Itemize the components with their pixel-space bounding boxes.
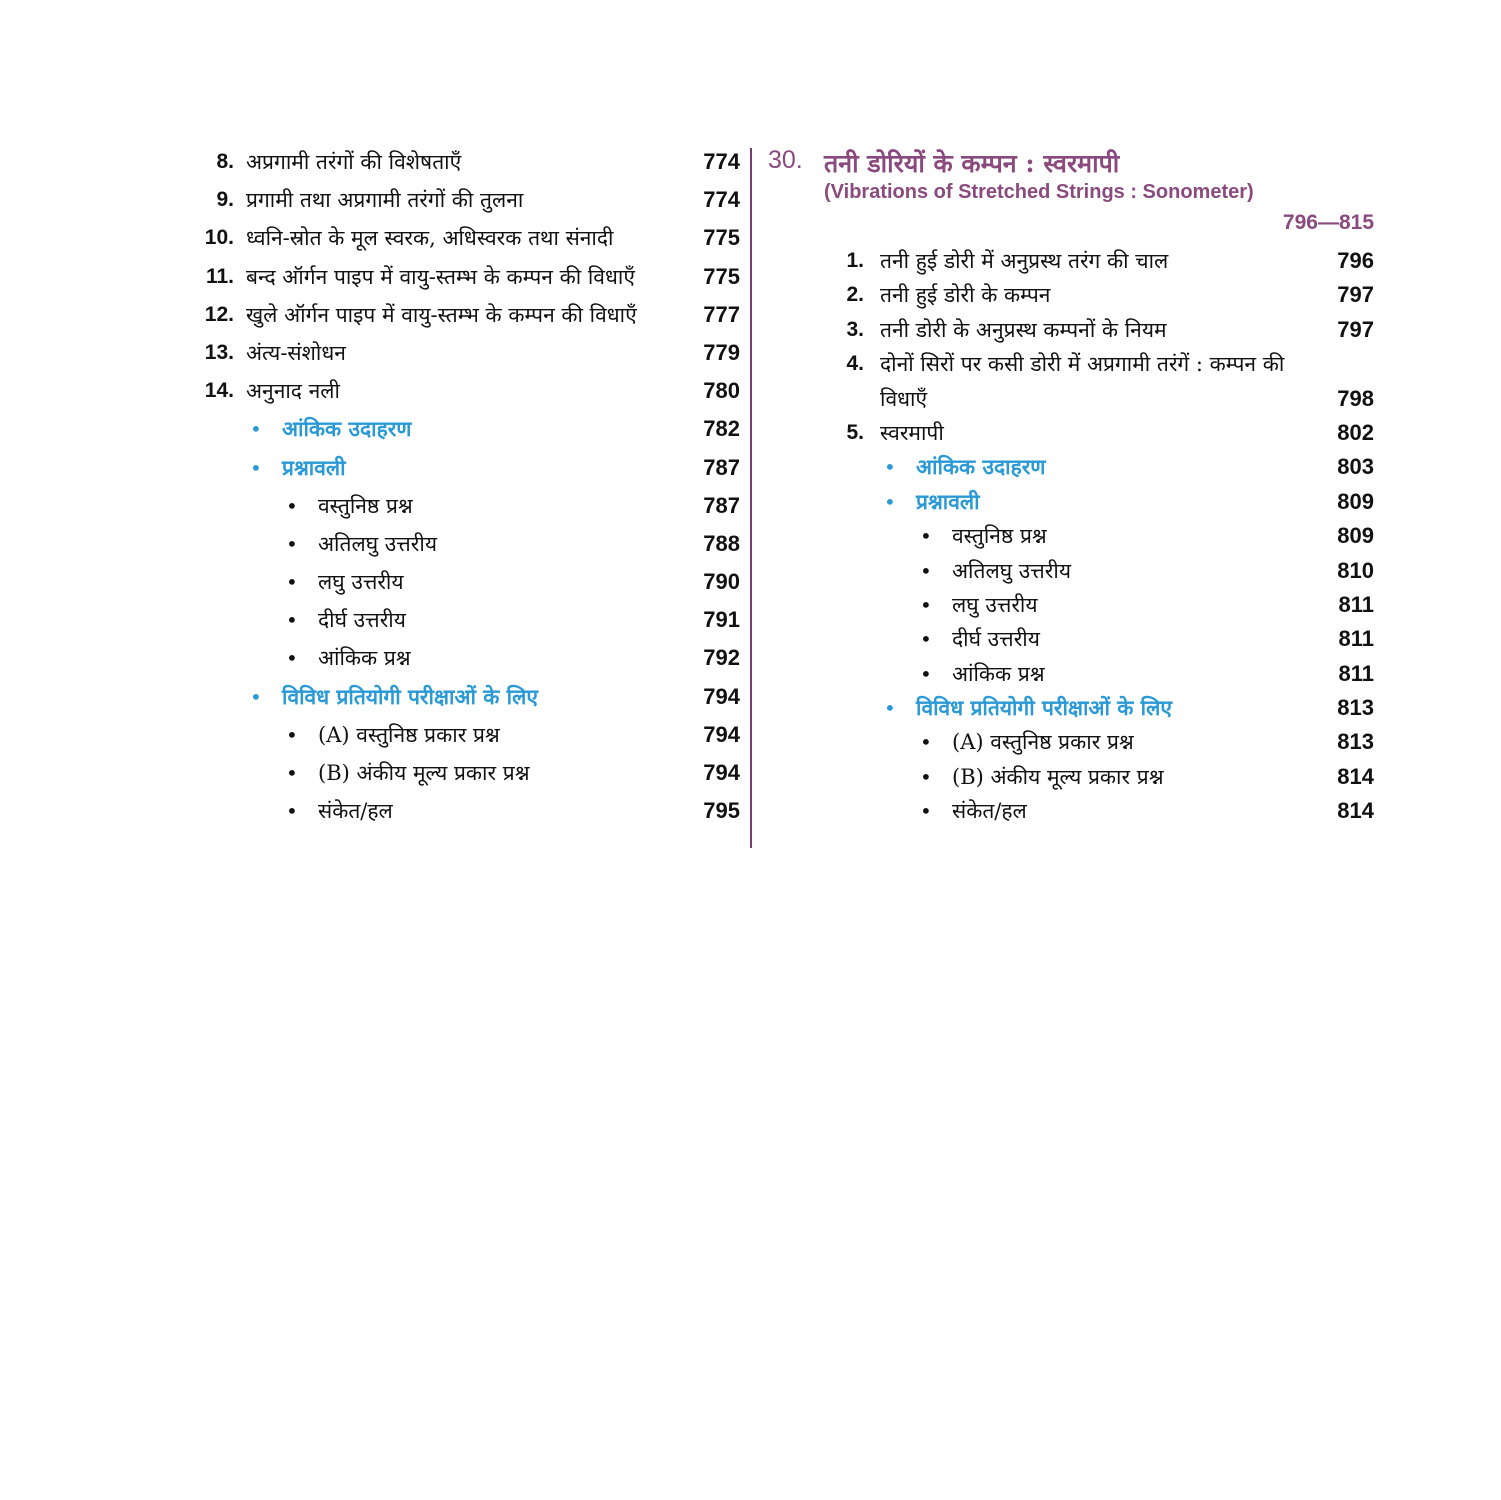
- bullet-icon: •: [286, 570, 298, 595]
- entry-title: दोनों सिरों पर कसी डोरी में अप्रगामी तरंगें : कम्पन की: [880, 352, 1285, 377]
- entry-title: विविध प्रतियोगी परीक्षाओं के लिए: [282, 683, 538, 709]
- entry-title: विधाएँ: [880, 386, 928, 411]
- toc-sub-entry: [768, 725, 1374, 759]
- entry-title: अंत्य-संशोधन: [246, 340, 346, 365]
- toc-right-column: [768, 146, 1374, 824]
- toc-entry: [190, 143, 740, 181]
- entry-page-number: 775: [703, 225, 740, 251]
- bullet-icon: •: [250, 455, 262, 480]
- entry-title: आंकिक उदाहरण: [916, 454, 1046, 480]
- chapter-subtitle: (Vibrations of Stretched Strings : Sonometer): [824, 181, 1254, 203]
- bullet-icon: •: [286, 531, 298, 556]
- bullet-icon: •: [920, 524, 932, 549]
- toc-section-entry: [190, 410, 740, 448]
- toc-entry: [768, 313, 1374, 347]
- toc-sub-entry: [190, 563, 740, 601]
- entry-title: वस्तुनिष्ठ प्रश्न: [318, 493, 413, 518]
- bullet-icon: •: [286, 722, 298, 747]
- bullet-icon: •: [920, 592, 932, 617]
- entry-page-number: 779: [703, 339, 740, 365]
- entry-page-number: 774: [703, 187, 740, 213]
- entry-title: स्वरमापी: [880, 420, 944, 445]
- toc-sub-entry: [190, 639, 740, 677]
- entry-title: अनुनाद नली: [246, 379, 340, 404]
- entry-title: (A) वस्तुनिष्ठ प्रकार प्रश्न: [952, 730, 1134, 755]
- toc-section-entry: [768, 485, 1374, 519]
- toc-entry: [768, 347, 1374, 381]
- entry-page-number: 788: [703, 530, 740, 556]
- toc-entry: [768, 382, 1374, 416]
- bullet-icon: •: [884, 489, 896, 514]
- entry-page-number: 782: [703, 416, 740, 442]
- entry-title: अप्रगामी तरंगों की विशेषताएँ: [246, 150, 462, 174]
- entry-page-number: 796: [1337, 248, 1374, 273]
- bullet-icon: •: [286, 646, 298, 671]
- bullet-icon: •: [250, 684, 262, 709]
- entry-page-number: 809: [1337, 523, 1374, 549]
- entry-index: 10.: [204, 226, 234, 250]
- bullet-icon: •: [286, 608, 298, 633]
- column-divider: [750, 148, 752, 848]
- entry-page-number: 787: [703, 454, 740, 480]
- toc-entry: [768, 244, 1374, 278]
- toc-sub-entry: [190, 716, 740, 754]
- toc-sub-entry: [768, 794, 1374, 828]
- bullet-icon: •: [920, 799, 932, 824]
- entry-page-number: 798: [1337, 385, 1374, 411]
- toc-entry: [190, 181, 740, 219]
- toc-entry: [190, 296, 740, 334]
- entry-title: प्रश्नावली: [282, 454, 346, 480]
- bullet-icon: •: [286, 761, 298, 785]
- entry-page-number: 794: [703, 760, 740, 785]
- entry-page-number: 811: [1338, 626, 1374, 652]
- toc-sub-entry: [768, 554, 1374, 588]
- entry-title: बन्द ऑर्गन पाइप में वायु-स्तम्भ के कम्पन की विधाएँ: [246, 264, 635, 289]
- entry-title: संकेत/हल: [952, 799, 1027, 824]
- toc-sub-entry: [190, 792, 740, 830]
- entry-title: तनी हुई डोरी के कम्पन: [880, 283, 1051, 308]
- entry-title: खुले ऑर्गन पाइप में वायु-स्तम्भ के कम्पन की विधाएँ: [246, 302, 637, 327]
- entry-title: लघु उत्तरीय: [952, 592, 1038, 617]
- entry-title: आंकिक प्रश्न: [318, 646, 411, 671]
- entry-title: प्रश्नावली: [916, 488, 980, 514]
- entry-page-number: 813: [1337, 695, 1374, 721]
- entry-index: 2.: [846, 283, 864, 307]
- toc-entry: [190, 334, 740, 372]
- entry-page-number: 775: [703, 263, 740, 289]
- entry-page-number: 802: [1337, 419, 1374, 445]
- entry-title: दीर्घ उत्तरीय: [952, 627, 1040, 652]
- bullet-icon: •: [920, 730, 932, 755]
- bullet-icon: •: [920, 661, 932, 686]
- entry-page-number: 810: [1337, 557, 1374, 583]
- toc-sub-entry: [768, 622, 1374, 656]
- toc-sub-entry: [190, 525, 740, 563]
- bullet-icon: •: [250, 417, 262, 442]
- entry-page-number: 795: [703, 798, 740, 824]
- entry-index: 4.: [846, 352, 864, 376]
- entry-title: आंकिक प्रश्न: [952, 661, 1045, 686]
- toc-section-entry: [190, 449, 740, 487]
- entry-page-number: 797: [1337, 282, 1374, 308]
- bullet-icon: •: [884, 455, 896, 480]
- toc-entry: [190, 258, 740, 296]
- entry-title: लघु उत्तरीय: [318, 570, 404, 595]
- entry-page-number: 809: [1337, 488, 1374, 514]
- toc-left-column: [190, 143, 740, 830]
- entry-page-number: 814: [1337, 798, 1374, 824]
- entry-index: 14.: [204, 379, 234, 403]
- chapter-title: तनी डोरियों के कम्पन : स्वरमापी: [824, 149, 1120, 178]
- entry-title: आंकिक उदाहरण: [282, 416, 412, 442]
- entry-index: 5.: [846, 420, 864, 444]
- entry-title: संकेत/हल: [318, 799, 393, 824]
- entry-page-number: 814: [1337, 763, 1374, 789]
- entry-page-number: 811: [1338, 660, 1374, 686]
- toc-sub-entry: [190, 487, 740, 525]
- chapter-entries: [768, 244, 1374, 829]
- toc-sub-entry: [190, 601, 740, 639]
- entry-page-number: 803: [1337, 454, 1374, 480]
- toc-entry: [190, 219, 740, 257]
- entry-title: दीर्घ उत्तरीय: [318, 608, 406, 633]
- entry-title: प्रगामी तथा अप्रगामी तरंगों की तुलना: [246, 188, 524, 213]
- entry-title: विविध प्रतियोगी परीक्षाओं के लिए: [916, 695, 1172, 721]
- toc-section-entry: [768, 450, 1374, 484]
- entry-page-number: 777: [703, 301, 740, 327]
- entry-index: 12.: [204, 302, 234, 326]
- entry-title: अतिलघु उत्तरीय: [952, 558, 1072, 583]
- entry-page-number: 811: [1338, 591, 1374, 617]
- entry-index: 11.: [205, 264, 234, 288]
- entry-page-number: 813: [1337, 729, 1374, 755]
- entry-title: (B) अंकीय मूल्य प्रकार प्रश्न: [952, 764, 1164, 789]
- chapter-number: 30.: [768, 146, 803, 174]
- bullet-icon: •: [920, 627, 932, 652]
- toc-sub-entry: [768, 519, 1374, 553]
- toc-entry: [768, 278, 1374, 312]
- entry-page-number: 780: [703, 378, 740, 404]
- toc-entry: [190, 372, 740, 410]
- entry-index: 9.: [216, 188, 234, 212]
- entry-page-number: 790: [703, 569, 740, 595]
- entry-title: तनी डोरी के अनुप्रस्थ कम्पनों के नियम: [880, 317, 1167, 342]
- chapter-heading: [768, 146, 1374, 234]
- bullet-icon: •: [920, 558, 932, 583]
- entry-page-number: 794: [703, 683, 740, 709]
- toc-section-entry: [190, 678, 740, 716]
- entry-page-number: 797: [1337, 316, 1374, 342]
- entry-index: 1.: [846, 249, 864, 272]
- entry-index: 3.: [846, 317, 864, 341]
- entry-index: 8.: [216, 150, 234, 173]
- toc-sub-entry: [190, 754, 740, 792]
- entry-page-number: 787: [703, 492, 740, 518]
- entry-title: ध्वनि-स्रोत के मूल स्वरक, अधिस्वरक तथा संनादी: [246, 226, 614, 251]
- entry-page-number: 774: [703, 149, 740, 174]
- entry-title: अतिलघु उत्तरीय: [318, 531, 438, 556]
- entry-title: वस्तुनिष्ठ प्रश्न: [952, 524, 1047, 549]
- toc-entry: [768, 416, 1374, 450]
- bullet-icon: •: [286, 493, 298, 518]
- bullet-icon: •: [884, 696, 896, 721]
- entry-title: (A) वस्तुनिष्ठ प्रकार प्रश्न: [318, 722, 500, 747]
- entry-page-number: 792: [703, 645, 740, 671]
- toc-section-entry: [768, 691, 1374, 725]
- entry-page-number: 794: [703, 721, 740, 747]
- toc-sub-entry: [768, 588, 1374, 622]
- bullet-icon: •: [920, 764, 932, 789]
- bullet-icon: •: [286, 799, 298, 824]
- entry-page-number: 791: [703, 607, 740, 633]
- entry-title: तनी हुई डोरी में अनुप्रस्थ तरंग की चाल: [880, 249, 1169, 273]
- toc-sub-entry: [768, 657, 1374, 691]
- toc-sub-entry: [768, 760, 1374, 794]
- entry-index: 13.: [204, 340, 234, 364]
- entry-title: (B) अंकीय मूल्य प्रकार प्रश्न: [318, 761, 530, 785]
- chapter-page-range: 796—815: [1282, 211, 1374, 234]
